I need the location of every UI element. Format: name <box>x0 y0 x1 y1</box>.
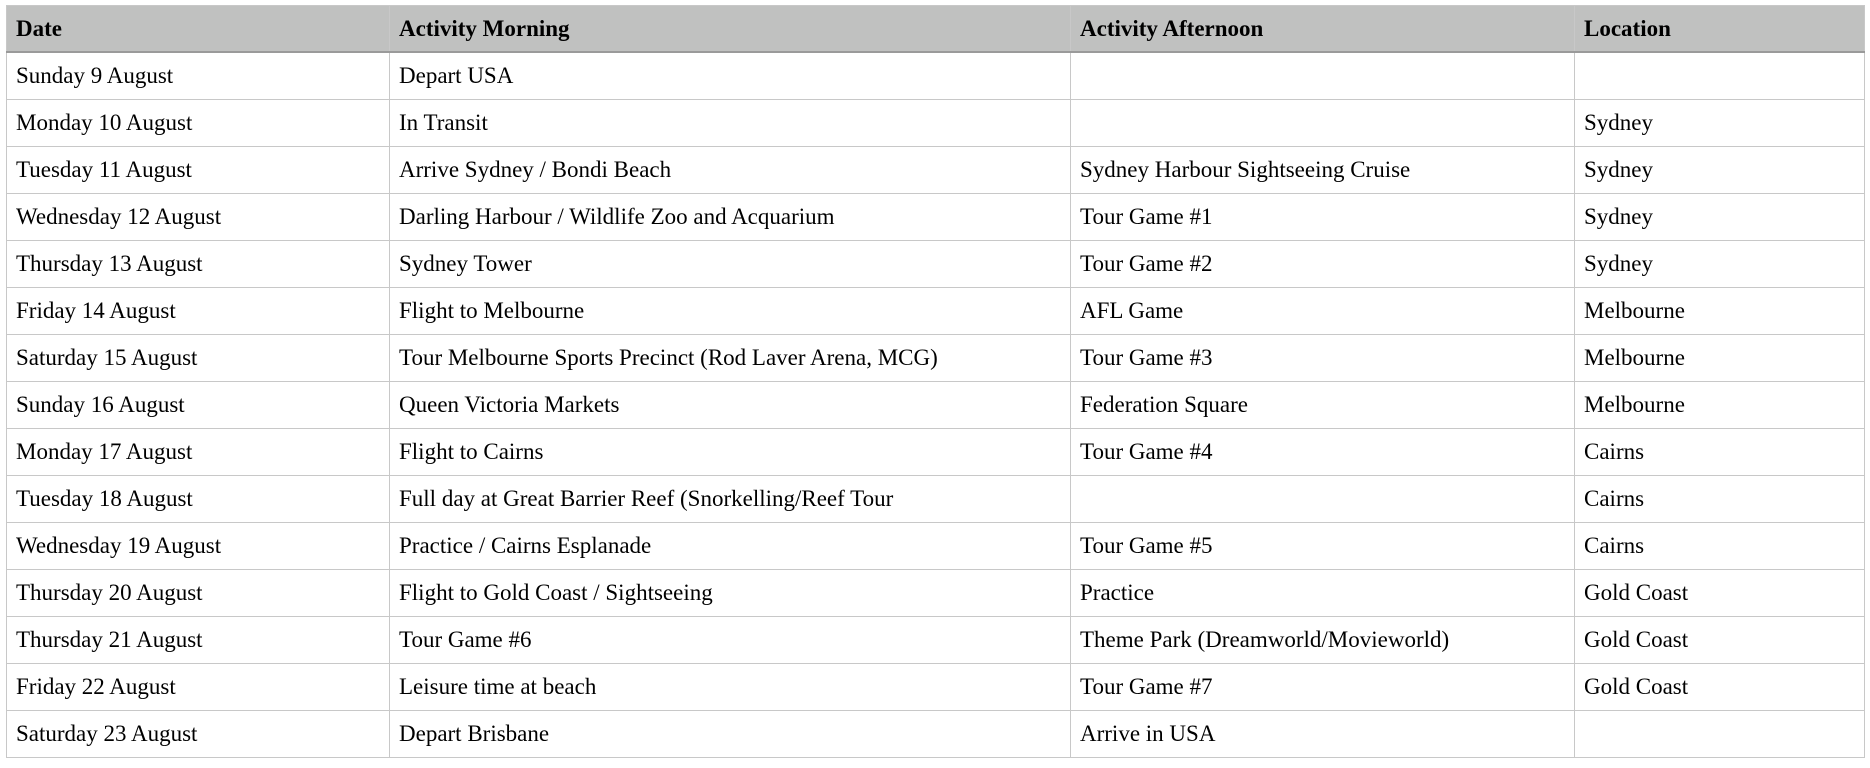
cell-date: Saturday 15 August <box>7 335 390 382</box>
table-header <box>7 6 1865 53</box>
cell-activity-afternoon: AFL Game <box>1071 288 1575 335</box>
cell-activity-afternoon: Tour Game #2 <box>1071 241 1575 288</box>
table-row <box>7 617 1865 664</box>
table-row <box>7 382 1865 429</box>
cell-activity-morning: Queen Victoria Markets <box>390 382 1071 429</box>
cell-location: Gold Coast <box>1575 570 1865 617</box>
column-header-location: Location <box>1575 6 1865 53</box>
cell-location: Melbourne <box>1575 288 1865 335</box>
cell-location <box>1575 711 1865 758</box>
cell-date: Sunday 9 August <box>7 52 390 100</box>
header-row <box>7 6 1865 53</box>
cell-date: Monday 17 August <box>7 429 390 476</box>
cell-location: Cairns <box>1575 523 1865 570</box>
cell-date: Wednesday 19 August <box>7 523 390 570</box>
cell-date: Sunday 16 August <box>7 382 390 429</box>
cell-activity-morning: Sydney Tower <box>390 241 1071 288</box>
table-row <box>7 100 1865 147</box>
cell-date: Monday 10 August <box>7 100 390 147</box>
cell-activity-afternoon: Sydney Harbour Sightseeing Cruise <box>1071 147 1575 194</box>
cell-activity-morning: Tour Game #6 <box>390 617 1071 664</box>
cell-activity-morning: In Transit <box>390 100 1071 147</box>
table-row <box>7 335 1865 382</box>
cell-activity-morning: Flight to Melbourne <box>390 288 1071 335</box>
cell-location: Gold Coast <box>1575 664 1865 711</box>
cell-activity-morning: Flight to Gold Coast / Sightseeing <box>390 570 1071 617</box>
cell-date: Wednesday 12 August <box>7 194 390 241</box>
column-header-activity-morning: Activity Morning <box>390 6 1071 53</box>
table-row <box>7 711 1865 758</box>
cell-activity-morning: Depart Brisbane <box>390 711 1071 758</box>
cell-date: Thursday 20 August <box>7 570 390 617</box>
cell-activity-afternoon: Tour Game #5 <box>1071 523 1575 570</box>
column-header-activity-afternoon: Activity Afternoon <box>1071 6 1575 53</box>
cell-location: Sydney <box>1575 241 1865 288</box>
cell-activity-morning: Full day at Great Barrier Reef (Snorkelling/Reef Tour <box>390 476 1071 523</box>
table-row <box>7 288 1865 335</box>
itinerary-table <box>6 5 1865 758</box>
cell-date: Saturday 23 August <box>7 711 390 758</box>
table-row <box>7 429 1865 476</box>
cell-location: Sydney <box>1575 147 1865 194</box>
cell-activity-afternoon: Practice <box>1071 570 1575 617</box>
cell-location: Sydney <box>1575 194 1865 241</box>
cell-date: Thursday 13 August <box>7 241 390 288</box>
cell-activity-afternoon: Tour Game #4 <box>1071 429 1575 476</box>
cell-date: Tuesday 18 August <box>7 476 390 523</box>
cell-activity-morning: Tour Melbourne Sports Precinct (Rod Laver Arena, MCG) <box>390 335 1071 382</box>
cell-date: Thursday 21 August <box>7 617 390 664</box>
cell-activity-afternoon: Tour Game #7 <box>1071 664 1575 711</box>
cell-activity-morning: Depart USA <box>390 52 1071 100</box>
table-row <box>7 523 1865 570</box>
cell-location: Cairns <box>1575 476 1865 523</box>
cell-location: Gold Coast <box>1575 617 1865 664</box>
cell-date: Friday 14 August <box>7 288 390 335</box>
cell-location <box>1575 52 1865 100</box>
cell-location: Sydney <box>1575 100 1865 147</box>
cell-activity-morning: Arrive Sydney / Bondi Beach <box>390 147 1071 194</box>
cell-activity-morning: Flight to Cairns <box>390 429 1071 476</box>
cell-activity-afternoon: Tour Game #3 <box>1071 335 1575 382</box>
table-body <box>7 52 1865 758</box>
cell-date: Tuesday 11 August <box>7 147 390 194</box>
cell-location: Cairns <box>1575 429 1865 476</box>
cell-activity-morning: Leisure time at beach <box>390 664 1071 711</box>
cell-activity-morning: Practice / Cairns Esplanade <box>390 523 1071 570</box>
column-header-date: Date <box>7 6 390 53</box>
cell-activity-afternoon <box>1071 52 1575 100</box>
cell-location: Melbourne <box>1575 382 1865 429</box>
cell-activity-morning: Darling Harbour / Wildlife Zoo and Acquarium <box>390 194 1071 241</box>
cell-activity-afternoon <box>1071 100 1575 147</box>
cell-activity-afternoon: Theme Park (Dreamworld/Movieworld) <box>1071 617 1575 664</box>
table-row <box>7 241 1865 288</box>
cell-date: Friday 22 August <box>7 664 390 711</box>
table-row <box>7 194 1865 241</box>
table-row <box>7 664 1865 711</box>
table-row <box>7 570 1865 617</box>
cell-activity-afternoon: Arrive in USA <box>1071 711 1575 758</box>
cell-activity-afternoon <box>1071 476 1575 523</box>
table-row <box>7 147 1865 194</box>
cell-activity-afternoon: Tour Game #1 <box>1071 194 1575 241</box>
table-row <box>7 52 1865 100</box>
cell-activity-afternoon: Federation Square <box>1071 382 1575 429</box>
cell-location: Melbourne <box>1575 335 1865 382</box>
table-row <box>7 476 1865 523</box>
